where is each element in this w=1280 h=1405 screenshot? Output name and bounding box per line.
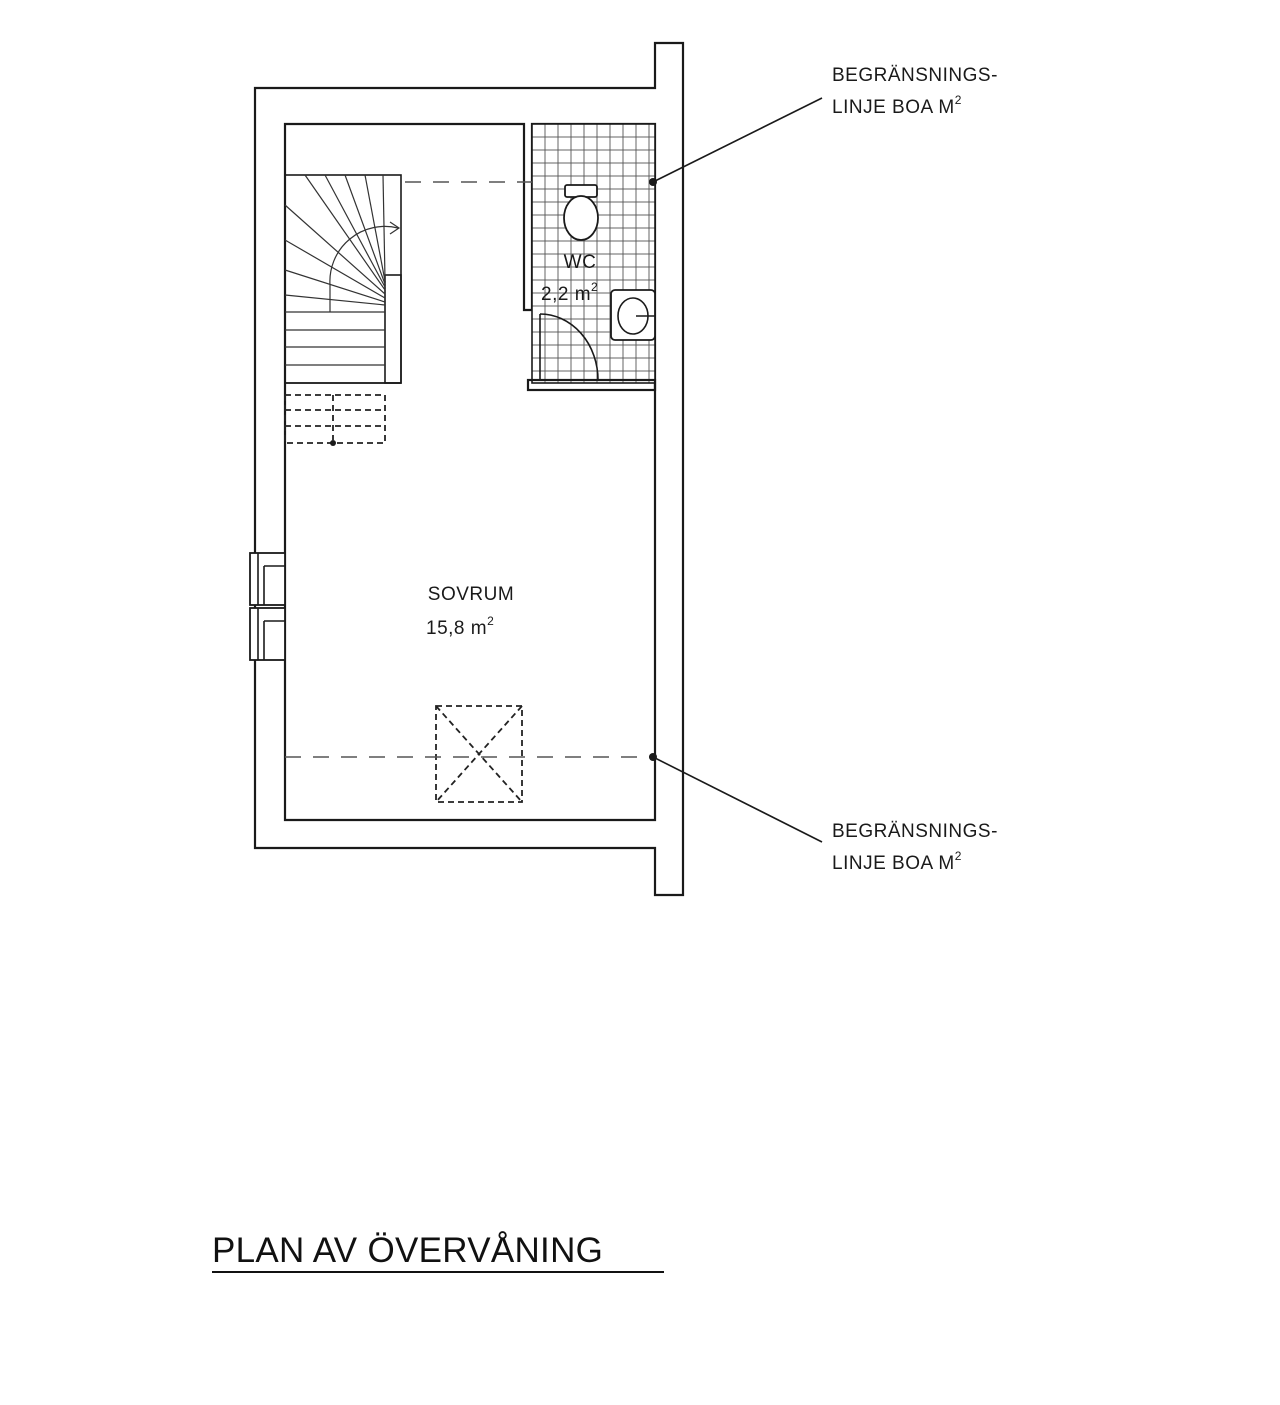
window-lower	[250, 608, 285, 660]
window-upper	[250, 553, 285, 605]
callout-upper-line1: BEGRÄNSNINGS-	[832, 65, 998, 86]
bedroom-room-name: SOVRUM	[427, 584, 515, 605]
wc-room-area: 2,2 $m^2$	[541, 280, 599, 305]
plan-title: PLAN AV ÖVERVÅNING	[212, 1231, 604, 1270]
bedroom-room-area: 15,8 $m^2$	[426, 614, 495, 639]
roof-window	[436, 706, 522, 802]
callout-lower-line1: BEGRÄNSNINGS-	[832, 821, 998, 842]
boundary-line-lower	[285, 753, 822, 842]
toilet-icon	[564, 185, 598, 240]
callout-lower-line2: LINJE BOA $M^2$	[832, 849, 962, 874]
wc-room-name: WC	[563, 252, 597, 273]
callout-upper-line2: LINJE BOA $M^2$	[832, 93, 962, 118]
staircase	[285, 175, 401, 446]
sink-icon	[611, 290, 655, 340]
